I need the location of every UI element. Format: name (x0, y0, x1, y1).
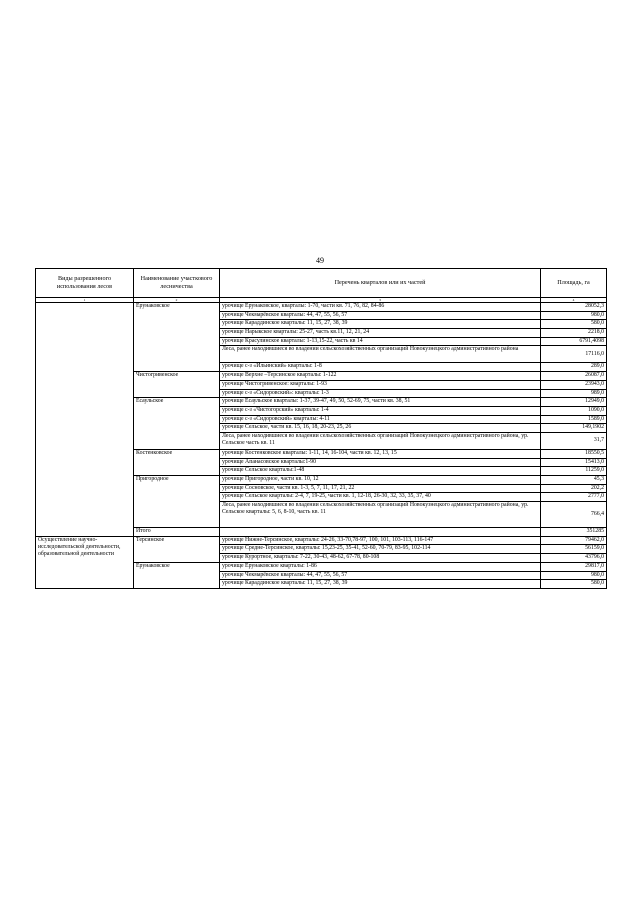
area-cell: 79462,0 (541, 536, 607, 545)
area-cell: 56159,0 (541, 545, 607, 554)
kvartaly-cell: урочище Пригородное, части кв. 10, 12 (220, 476, 541, 485)
kvartaly-cell: урочище Чекмарёвское кварталы: 44, 47, 55, 56, 57 (220, 311, 541, 320)
area-cell: 580,0 (541, 320, 607, 329)
kvartaly-cell: урочище Нарыкское кварталы: 25-27, часть кв.11, 12, 21, 24 (220, 329, 541, 338)
area-cell: 1090,0 (541, 406, 607, 415)
kvartaly-cell: урочище с-з «Чистогорский» кварталы: 1-4 (220, 406, 541, 415)
lesnichestvo-cell: Есаульское (134, 398, 220, 450)
forest-use-table (35, 268, 607, 589)
lesnichestvo-cell: Чистогривенское (134, 372, 220, 398)
table-row (36, 303, 607, 312)
header-lesnichestvo: Наименование участкового лесничества (134, 269, 220, 298)
kvartaly-cell: урочище с-з «Сидоровский» кварталы: 4-11 (220, 415, 541, 424)
area-cell: 980,0 (541, 571, 607, 580)
kvartaly-cell: урочище Сельское кварталы: 2-4, 7, 19-25, части кв. 1, 12-18, 26-30, 32, 33, 35, 37, 40 (220, 493, 541, 502)
area-cell: 45,3 (541, 476, 607, 485)
area-cell: 202,2 (541, 484, 607, 493)
area-cell: 26087,0 (541, 372, 607, 381)
column-number: 4 (541, 298, 607, 303)
header-area: Площадь, га (541, 269, 607, 298)
kvartaly-cell: урочище Верхне –Терсинское кварталы: 1-122 (220, 372, 541, 381)
kvartaly-cell: урочище Сельское, части кв. 15, 16, 18, 20-23, 25, 26 (220, 424, 541, 433)
area-cell: 980,0 (541, 311, 607, 320)
area-cell: 43796,0 (541, 554, 607, 563)
column-number: 1 (36, 298, 134, 303)
kvartaly-cell: урочище Нижне-Терсинское, кварталы: 24-26, 33-70,78-97, 100, 101, 103-113, 116-147 (220, 536, 541, 545)
area-cell: 29817,0 (541, 562, 607, 571)
area-cell: 766,4 (541, 502, 607, 528)
lesnichestvo-cell: Костенковское (134, 449, 220, 475)
use-type-cell: Осуществление научно-исследовательской деятельности, образовательной деятельности (36, 536, 134, 588)
total-label: Итого (134, 528, 220, 537)
area-cell: 12949,0 (541, 398, 607, 407)
area-cell: 17116,0 (541, 346, 607, 363)
table-row (36, 536, 607, 545)
area-cell: 31,7 (541, 432, 607, 449)
kvartaly-cell: урочище Ерунаковское, кварталы: 1-70, части кв. 71, 76, 82, 84-86 (220, 303, 541, 312)
kvartaly-cell: урочище Чекмарёвское кварталы: 44, 47, 55, 56, 57 (220, 571, 541, 580)
page-number: 49 (316, 256, 324, 265)
kvartaly-cell: Леса, ранее находившиеся во владении сельскохозяйственных организаций Новокузнецкого административного района, ур. Сельское кварталы: 5, 6, 8-10, часть кв. 11 (220, 502, 541, 528)
lesnichestvo-cell: Ерунаковское (134, 303, 220, 372)
kvartaly-cell: урочище Сосновское, части кв. 1-3, 5, 7, 11, 17, 21, 22 (220, 484, 541, 493)
column-number: 3 (220, 298, 541, 303)
kvartaly-cell: урочище Караддинское кварталы: 11, 15, 27, 38, 39 (220, 320, 541, 329)
lesnichestvo-cell: Ерунаковское (134, 562, 220, 588)
header-use-type: Виды разрешенного использования лесов (36, 269, 134, 298)
kvartaly-cell: урочище Костенковское кварталы: 1-11, 14, 16-104, части кв. 12, 13, 15 (220, 449, 541, 458)
area-cell: 580,0 (541, 580, 607, 589)
kvartaly-cell: Леса, ранее находившиеся во владении сельскохозяйственных организаций Новокузнецкого административного района (220, 346, 541, 363)
area-cell: 18550,5 (541, 449, 607, 458)
kvartaly-cell (220, 528, 541, 537)
area-cell: 6791,4098 (541, 337, 607, 346)
area-cell: 289,0 (541, 363, 607, 372)
lesnichestvo-cell: Пригородное (134, 476, 220, 528)
area-cell: 989,0 (541, 389, 607, 398)
kvartaly-cell: урочище Ерунаковское кварталы: 1-86 (220, 562, 541, 571)
kvartaly-cell: урочище Сельское кварталы:1-48 (220, 467, 541, 476)
area-cell: 149,1902 (541, 424, 607, 433)
area-cell: 1589,0 (541, 415, 607, 424)
column-number: 2 (134, 298, 220, 303)
area-cell: 23943,0 (541, 380, 607, 389)
kvartaly-cell: урочище Караддинское кварталы: 11, 15, 27, 38, 39 (220, 580, 541, 589)
kvartaly-cell: урочище Средне-Терсинское, кварталы: 15,23-25, 35-41, 52-60, 70-79, 83-95, 102-114 (220, 545, 541, 554)
kvartaly-cell: урочище Красулинское кварталы: 1-13,15-22, часть кв 14 (220, 337, 541, 346)
area-cell: 2777,0 (541, 493, 607, 502)
kvartaly-cell: урочище с-з «Ильинский» кварталы: 1-8 (220, 363, 541, 372)
kvartaly-cell: урочище Есаульское кварталы: 1-37, 39-47, 49, 50, 52-69, 75, части кв. 38, 51 (220, 398, 541, 407)
header-kvartaly: Перечень кварталов или их частей (220, 269, 541, 298)
area-cell: 28052,3 (541, 303, 607, 312)
area-cell: 11259,0 (541, 467, 607, 476)
kvartaly-cell: урочище с-з «Сидоровский»: кварталы: 1-3 (220, 389, 541, 398)
kvartaly-cell: урочище Апанасовское кварталы:1-90 (220, 458, 541, 467)
kvartaly-cell: Леса, ранее находившиеся во владении сельскохозяйственных организаций Новокузнецкого административного района, ур. Сельское часть кв. 11 (220, 432, 541, 449)
lesnichestvo-cell: Терсинское (134, 536, 220, 562)
kvartaly-cell: урочище Чистогривенское: кварталы: 1-93 (220, 380, 541, 389)
total-area: 351285 (541, 528, 607, 537)
area-cell: 15413,0 (541, 458, 607, 467)
area-cell: 2218,0 (541, 329, 607, 338)
kvartaly-cell: урочище Курортное, кварталы: 7-22, 30-43, 48-62, 67-78, 80-108 (220, 554, 541, 563)
use-type-cell (36, 303, 134, 537)
